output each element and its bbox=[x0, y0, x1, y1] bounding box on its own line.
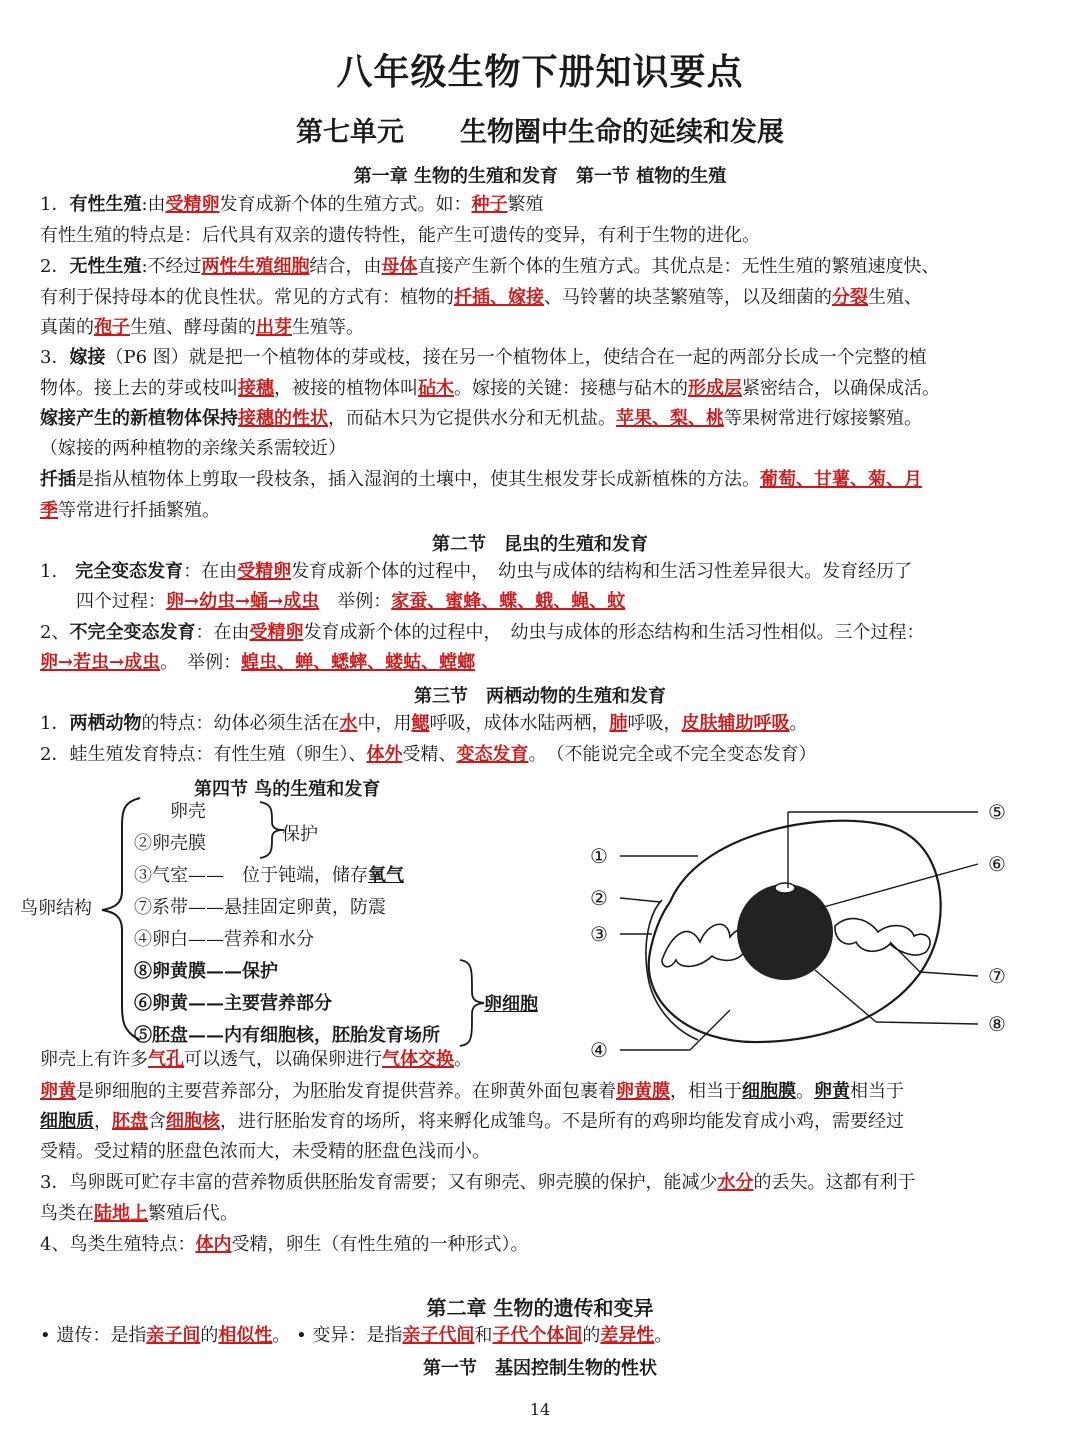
text-line: 1．两栖动物的特点：幼体必须生活在水中，用鳃呼吸，成体水陆两栖，肺呼吸，皮肤辅助呼吸。 bbox=[40, 713, 808, 734]
egg-diagram bbox=[580, 792, 1020, 1072]
list-item: ②卵壳膜 bbox=[134, 833, 206, 854]
diagram-label: ① bbox=[590, 844, 608, 868]
text-line: 1. 完全变态发育：在由受精卵发育成新个体的过程中， 幼虫与成体的结构和生活习性差异很大。发育经历了 bbox=[40, 561, 913, 582]
germinal-disc bbox=[775, 883, 795, 893]
text-line: 细胞质，胚盘含细胞核，进行胚胎发育的场所，将来孵化成雏鸟。不是所有的鸡卵均能发育成小鸡，需要经过 bbox=[40, 1111, 904, 1132]
text-line: 3．嫁接（P6 图）就是把一个植物体的芽或枝，接在另一个植物体上，使结合在一起的两部分长成一个完整的植 bbox=[40, 347, 927, 368]
text-line: 2、不完全变态发育：在由受精卵发育成新个体的过程中， 幼虫与成体的形态结构和生活习性相似。三个过程： bbox=[40, 622, 925, 643]
text-line: 有利于保持母本的优良性状。常见的方式有：植物的扦插、嫁接、马铃薯的块茎繁殖等，以及细菌的分裂生殖、 bbox=[40, 287, 922, 308]
list-item: ⑤胚盘——内有细胞核，胚胎发育场所 bbox=[134, 1025, 440, 1046]
diagram-label: ⑥ bbox=[988, 852, 1006, 876]
egg-cell-label: 卵细胞 bbox=[484, 994, 538, 1015]
yolk bbox=[737, 884, 833, 980]
section3-heading: 第三节 两栖动物的生殖和发育 bbox=[414, 686, 666, 707]
text-line: 卵→若虫→成虫。 举例：蝗虫、蝉、蟋蟀、蝼蛄、螳螂 bbox=[40, 652, 476, 673]
diagram-label: ⑦ bbox=[988, 964, 1006, 988]
list-item: ⑧卵黄膜——保护 bbox=[134, 961, 278, 982]
section4-heading: 第四节 鸟的生殖和发育 bbox=[194, 779, 381, 800]
text-line: 物体。接上去的芽或枝叫接穗，被接的植物体叫砧木。嫁接的关键：接穗与砧木的形成层紧密结合，以确保成活。 bbox=[40, 378, 940, 399]
diagram-label: ⑧ bbox=[988, 1012, 1006, 1036]
page-title: 八年级生物下册知识要点 bbox=[336, 51, 744, 93]
text-line: 受精。受过精的胚盘色浓而大，未受精的胚盘色浅而小。 bbox=[40, 1141, 490, 1162]
text-line: 嫁接产生的新植物体保持接穗的性状，而砧木只为它提供水分和无机盐。苹果、梨、桃等果树常进行嫁接繁殖。 bbox=[40, 408, 922, 429]
protect-label: 保护 bbox=[282, 824, 318, 845]
text-line: • 遗传：是指亲子间的相似性。 • 变异：是指亲子代间和子代个体间的差异性。 bbox=[40, 1325, 673, 1346]
unit-label: 第七单元 bbox=[296, 117, 404, 148]
text-line: 扦插是指从植物体上剪取一段枝条，插入湿润的土壤中，使其生根发芽长成新植株的方法。葡萄、甘薯、菊、月 bbox=[40, 469, 922, 490]
text-line: 四个过程：卵→幼虫→蛹→成虫 举例：家蚕、蜜蜂、蝶、蛾、蝇、蚊 bbox=[76, 591, 626, 612]
diagram-label: ③ bbox=[590, 922, 608, 946]
text-line: 3．鸟卵既可贮存丰富的营养物质供胚胎发育需要；又有卵壳、卵壳膜的保护，能减少水分的丢失。这都有利于 bbox=[40, 1172, 916, 1193]
egg-structure-root-label: 鸟卵结构 bbox=[20, 898, 92, 919]
text-line: 鸟类在陆地上繁殖后代。 bbox=[40, 1203, 238, 1224]
text-line: 2．蛙生殖发育特点：有性生殖（卵生）、体外受精、变态发育。 （不能说完全或不完全变态发育） bbox=[40, 744, 817, 765]
chapter2-section1-heading: 第一节 基因控制生物的性状 bbox=[423, 1358, 657, 1379]
text-line: （嫁接的两种植物的亲缘关系需较近） bbox=[40, 438, 346, 459]
unit-name: 生物圈中生命的延续和发展 bbox=[460, 117, 784, 148]
chapter1-heading: 第一章 生物的生殖和发育 第一节 植物的生殖 bbox=[353, 166, 727, 187]
diagram-label: ② bbox=[590, 886, 608, 910]
text-line: 有性生殖的特点是：后代具有双亲的遗传特性，能产生可遗传的变异，有利于生物的进化。 bbox=[40, 225, 760, 246]
text-line: 卵壳上有许多气孔可以透气，以确保卵进行气体交换。 bbox=[40, 1049, 472, 1070]
list-item: ④卵白——营养和水分 bbox=[134, 929, 314, 950]
diagram-label: ④ bbox=[590, 1038, 608, 1062]
page-number: 14 bbox=[529, 1400, 551, 1419]
list-item: 卵壳 bbox=[170, 801, 206, 822]
text-line: 1．有性生殖:由受精卵发育成新个体的生殖方式。如：种子繁殖 bbox=[40, 194, 544, 215]
list-item: ③气室—— 位于钝端，储存氧气 bbox=[134, 865, 404, 886]
unit-title bbox=[0, 110, 1080, 149]
text-line: 2．无性生殖:不经过两性生殖细胞结合，由母体直接产生新个体的生殖方式。其优点是：无性生殖的繁殖速度快、 bbox=[40, 256, 940, 277]
section2-heading: 第二节 昆虫的生殖和发育 bbox=[432, 534, 648, 555]
text-line: 季等常进行扦插繁殖。 bbox=[40, 500, 220, 521]
text-line: 卵黄是卵细胞的主要营养部分，为胚胎发育提供营养。在卵黄外面包裹着卵黄膜，相当于细胞膜。卵黄相当于 bbox=[40, 1081, 904, 1102]
text-line: 真菌的孢子生殖、酵母菌的出芽生殖等。 bbox=[40, 317, 364, 338]
list-item: ⑦系带——悬挂固定卵黄，防震 bbox=[134, 897, 386, 918]
text-line: 4、鸟类生殖特点：体内受精，卵生（有性生殖的一种形式）。 bbox=[40, 1234, 529, 1255]
diagram-label: ⑤ bbox=[988, 800, 1006, 824]
chapter2-heading: 第二章 生物的遗传和变异 bbox=[426, 1296, 654, 1320]
list-item: ⑥卵黄——主要营养部分 bbox=[134, 993, 332, 1014]
